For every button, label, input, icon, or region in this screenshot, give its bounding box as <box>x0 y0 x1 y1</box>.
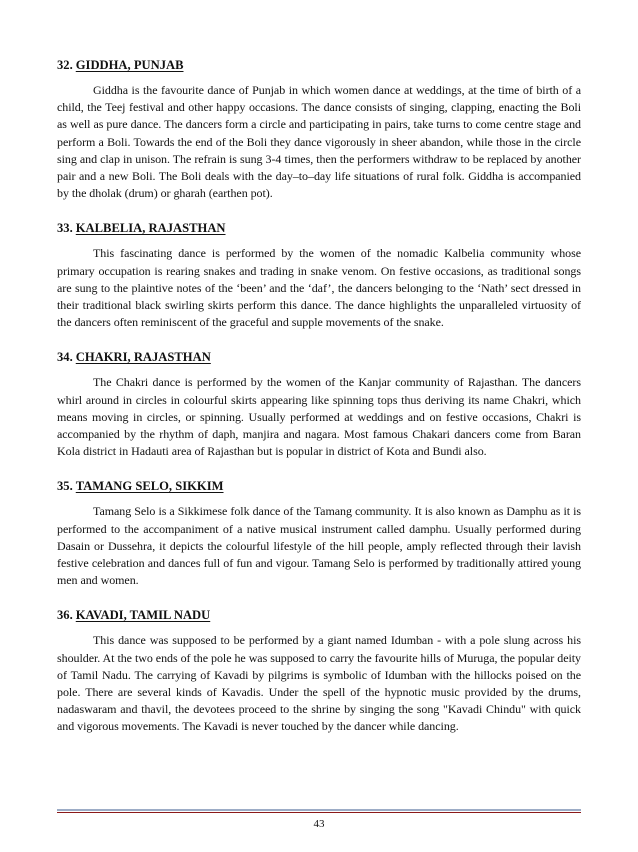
page-number: 43 <box>313 818 325 830</box>
section-heading <box>57 348 581 366</box>
section-heading <box>57 606 581 624</box>
section-title: GIDDHA, PUNJAB <box>75 58 184 72</box>
section-heading <box>57 477 581 495</box>
section-kalbelia <box>57 219 581 331</box>
section-paragraph: The Chakri dance is performed by the women of the Kanjar community of Rajasthan. The dancers whirl around in circles in colourful skirts appearing like spinning tops thus deriving its name Chakri, which means moving in circles, or spinning. Usually performed at weddings and on festive occasions, Chakri is accompanied by the rhythm of daph, manjira and nagara. Most famous Chakari dancers come from Baran Kola district in Hadauti area of Rajasthan but is popular in district of Kota and Bundi also. <box>57 375 581 459</box>
section-paragraph: Tamang Selo is a Sikkimese folk dance of the Tamang community. It is also known as Damphu as it is performed to the accompaniment of a native musical instrument called damphu. Usually performed during Dasain or Dussehra, it depicts the colourful lifestyle of the hill people, amply reflected through their lavish festive celebration and dances full of fun and vigour. Tamang Selo is performed by traditionally attired young men and women. <box>57 504 581 588</box>
section-paragraph: This dance was supposed to be performed by a giant named Idumban - with a pole slung across his shoulder. At the two ends of the pole he was supposed to carry the favourite hills of Muruga, the popular deity of Tamil Nadu. The carrying of Kavadi by pilgrims is symbolic of Idumban with the hillocks poised on the pole. There are several kinds of Kavadis. Under the spell of the hypnotic music provided by the drums, nadaswaram and thavil, the devotees proceed to the shrine by singing the song "Kavadi Chindu" with quick and vigorous movements. The Kavadi is never touched by the dancer while dancing. <box>57 633 581 734</box>
section-title: KALBELIA, RAJASTHAN <box>75 221 226 236</box>
section-heading <box>57 56 581 74</box>
footer-divider <box>57 812 581 813</box>
section-giddha <box>57 56 581 202</box>
section-paragraph: Giddha is the favourite dance of Punjab in which women dance at weddings, at the time of birth of a child, the Teej festival and other happy occasions. The dance consists of singing, clapping, enacting the Boli as well as pure dance. The dancers form a circle and participating in pairs, take turns to come centre stage and perform a Boli. Towards the end of the Boli they dance vigorously in sheer abandon, while those in the circle sing and clap in unison. The refrain is sung 3-4 times, then the performers withdraw to be replaced by another pair and a new Boli. The Boli deals with the day–to–day life situations of rural folk. Giddha is accompanied by the dholak (drum) or gharah (earthen pot). <box>57 83 581 201</box>
section-number: 33. <box>57 221 73 236</box>
section-title: TAMANG SELO, SIKKIM <box>75 479 224 494</box>
section-title: CHAKRI, RAJASTHAN <box>75 350 211 365</box>
section-number: 35. <box>57 479 73 494</box>
section-heading <box>57 219 581 237</box>
section-tamang-selo <box>57 477 581 589</box>
section-title: KAVADI, TAMIL NADU <box>75 608 211 623</box>
section-number: 36. <box>57 608 73 623</box>
section-chakri <box>57 348 581 460</box>
section-paragraph: This fascinating dance is performed by the women of the nomadic Kalbelia community whose primary occupation is rearing snakes and trading in snake venom. On festive occasions, as traditional songs are sung to the plaintive notes of the ‘been’ and the ‘daf’, the dancers belonging to the ‘Nath’ sect dressed in their traditional black swirling skirts perform this dance. The dance highlights the unparalleled virtuosity of the dancers often reminiscent of the graceful and supple movements of the snake. <box>57 246 581 330</box>
section-number: 34. <box>57 350 73 365</box>
section-kavadi <box>57 606 581 735</box>
section-number: 32. <box>57 58 73 72</box>
document-page <box>57 56 581 753</box>
